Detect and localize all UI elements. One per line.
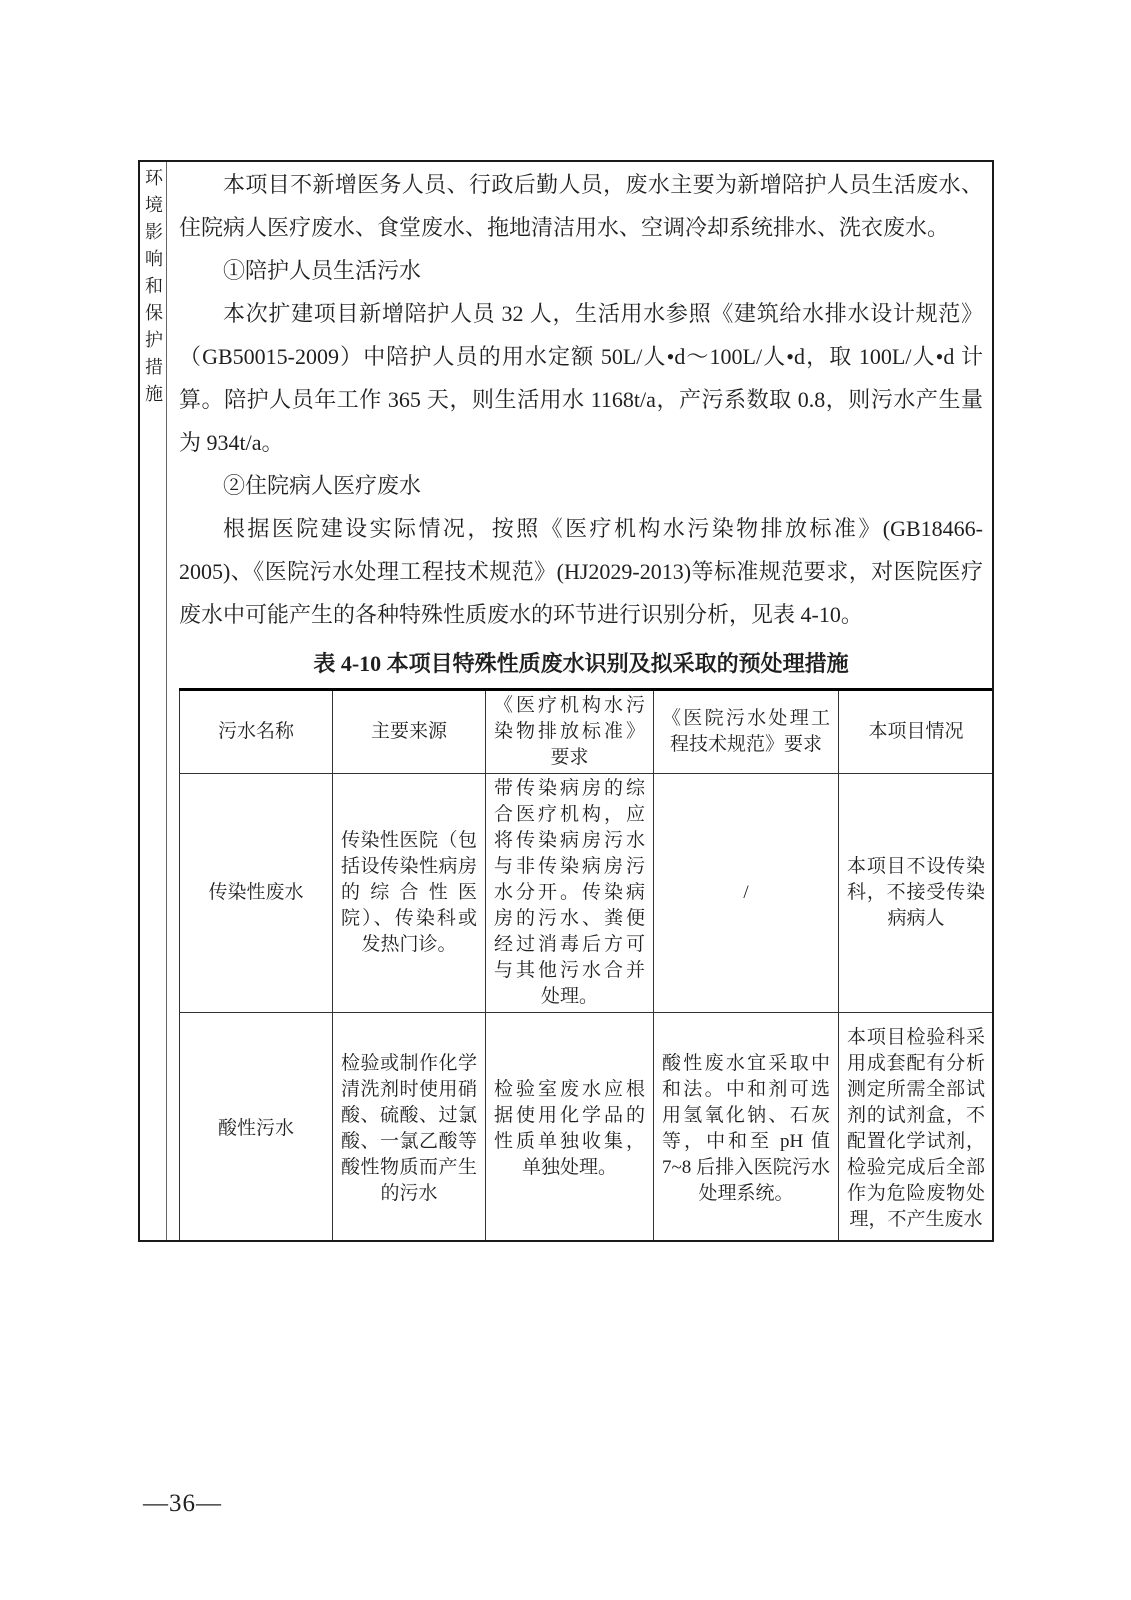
- table-cell: /: [654, 774, 839, 1013]
- table-cell: 检验室废水应根据使用化学品的性质单独收集，单独处理。: [486, 1013, 654, 1241]
- wastewater-table: [179, 688, 992, 1240]
- page-number: —36—: [143, 1490, 222, 1517]
- table-cell: 酸性废水宜采取中和法。中和剂可选用氢氧化钠、石灰等，中和至 pH 值 7~8 后排入医院污水处理系统。: [654, 1013, 839, 1241]
- sidebar-column: [140, 162, 167, 1240]
- table-title: 表 4-10 本项目特殊性质废水识别及拟采取的预处理措施: [313, 651, 849, 676]
- column-header: 主要来源: [333, 690, 486, 774]
- page-frame: [138, 160, 994, 1242]
- body-paragraph: 本项目不新增医务人员、行政后勤人员，废水主要为新增陪护人员生活废水、住院病人医疗废水、食堂废水、拖地清洁用水、空调冷却系统排水、洗衣废水。: [179, 172, 983, 240]
- table-cell: 本项目检验科采用成套配有分析测定所需全部试剂的试剂盒，不配置化学试剂，检验完成后全部作为危险废物处理，不产生废水: [839, 1013, 993, 1241]
- body-paragraph: 本次扩建项目新增陪护人员 32 人，生活用水参照《建筑给水排水设计规范》（GB50015-2009）中陪护人员的用水定额 50L/人•d～100L/人•d，取 100L/人•d 计算。陪护人员年工作 365 天，则生活用水 1168t/a，产污系数取 0.8，则污水产生量为 934t/a。: [179, 301, 983, 455]
- table-cell: 带传染病房的综合医疗机构，应将传染病房污水与非传染病房污水分开。传染病房的污水、粪便经过消毒后方可与其他污水合并处理。: [486, 774, 654, 1013]
- content-area: [167, 162, 992, 1240]
- body-paragraph: ①陪护人员生活污水: [223, 258, 422, 283]
- table-cell: 传染性废水: [180, 774, 333, 1013]
- table-cell: 酸性污水: [180, 1013, 333, 1241]
- table-cell: 传染性医院（包括设传染性病房的综合性医院）、传染科或发热门诊。: [333, 774, 486, 1013]
- column-header: 《医院污水处理工程技术规范》要求: [654, 690, 839, 774]
- body-paragraph: 根据医院建设实际情况，按照《医疗机构水污染物排放标准》(GB18466-2005)、《医院污水处理工程技术规范》(HJ2029-2013)等标准规范要求，对医院医疗废水中可能产生的各种特殊性质废水的环节进行识别分析，见表 4-10。: [179, 516, 983, 627]
- table-row: [180, 774, 993, 1013]
- column-header: 污水名称: [180, 690, 333, 774]
- column-header: 《医疗机构水污染物排放标准》要求: [486, 690, 654, 774]
- table-row: [180, 1013, 993, 1241]
- table-cell: 检验或制作化学清洗剂时使用硝酸、硫酸、过氯酸、一氯乙酸等酸性物质而产生的污水: [333, 1013, 486, 1241]
- sidebar-label: 环境影响和保护措施: [143, 168, 163, 411]
- table-cell: 本项目不设传染科，不接受传染病病人: [839, 774, 993, 1013]
- column-header: 本项目情况: [839, 690, 993, 774]
- body-text: [179, 163, 983, 636]
- body-paragraph: ②住院病人医疗废水: [223, 473, 422, 498]
- table-header-row: [180, 690, 993, 774]
